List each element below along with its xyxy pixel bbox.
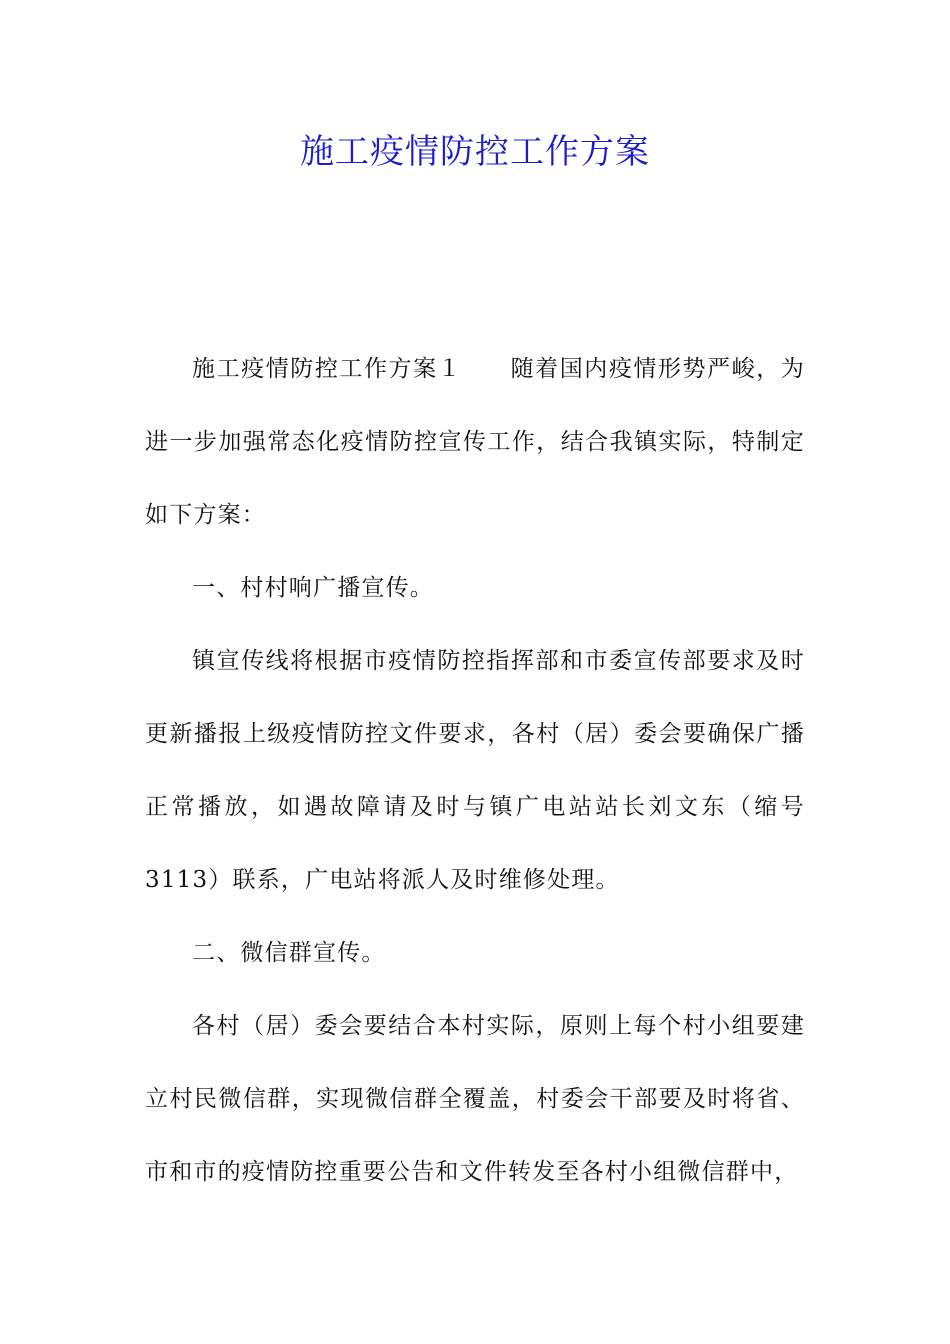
section-paragraph: 镇宣传线将根据市疫情防控指挥部和市委宣传部要求及时更新播报上级疫情防控文件要求，各村（居）委会要确保广播正常播放，如遇故障请及时与镇广电站站长刘文东（缩号3113）联系，广电站将派人及时维修处理。 [145, 648, 805, 893]
document-title: 施工疫情防控工作方案 [300, 132, 650, 172]
section-paragraph: 各村（居）委会要结合本村实际，原则上每个村小组要建立村民微信群，实现微信群全覆盖，村委会干部要及时将省、市和市的疫情防控重要公告和文件转发至各村小组微信群中， [145, 1013, 805, 1185]
document-body [145, 333, 805, 1209]
section-heading: 二、微信群宣传。 [192, 940, 386, 966]
section-heading: 一、村村响广播宣传。 [192, 575, 434, 601]
intro-heading: 施工疫情防控工作方案１ [192, 356, 463, 382]
intro-paragraph [145, 333, 805, 552]
intro-text: 随着国内疫情形势严峻，为进一步加强常态化疫情防控宣传工作，结合我镇实际，特制定如下方案： [145, 356, 805, 528]
